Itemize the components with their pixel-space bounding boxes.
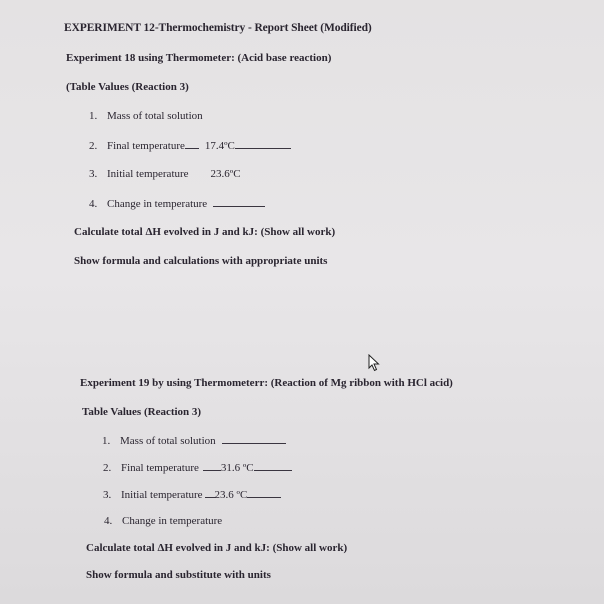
exp19-item-1: [102, 433, 286, 448]
item-label: Change in temperature: [122, 515, 223, 527]
exp19-title: Experiment 19 by using Thermometerr: (Reaction of Mg ribbon with HCl acid): [80, 377, 453, 389]
page-title: EXPERIMENT 12-Thermochemistry - Report Sheet (Modified): [64, 22, 372, 34]
exp19-item-2: [103, 460, 292, 475]
item-value: 23.6 ºC: [214, 489, 248, 501]
answer-blank: [203, 460, 221, 471]
exp18-item-2: [89, 138, 291, 153]
item-number: 4.: [89, 198, 98, 210]
item-number: 2.: [103, 462, 112, 474]
exp18-title: Experiment 18 using Thermometer: (Acid base reaction): [66, 52, 332, 64]
answer-blank: [205, 487, 215, 498]
item-label: Mass of total solution: [107, 110, 203, 122]
item-label: Initial temperature: [121, 489, 203, 501]
mouse-pointer-icon: [368, 354, 380, 377]
item-value: 17.4ºC: [204, 140, 235, 152]
exp19-item-4: [104, 514, 222, 528]
answer-blank: [254, 460, 292, 471]
exp19-show-formula: Show formula and substitute with units: [86, 569, 271, 581]
item-label: Change in temperature: [107, 198, 208, 210]
answer-blank: [247, 487, 281, 498]
item-value: 31.6 ºC: [220, 462, 254, 474]
answer-blank: [222, 433, 286, 444]
exp19-table-label: Table Values (Reaction 3): [82, 406, 202, 418]
item-value: 23.6ºC: [210, 168, 241, 180]
answer-blank: [235, 138, 291, 149]
exp18-show-formula: Show formula and calculations with appropriate units: [74, 255, 328, 267]
item-number: 1.: [89, 110, 98, 122]
item-number: 2.: [89, 140, 98, 152]
item-number: 1.: [102, 435, 111, 447]
exp19-calculate: Calculate total ΔH evolved in J and kJ: (Show all work): [86, 542, 348, 554]
item-number: 3.: [89, 168, 98, 180]
exp18-item-3: [89, 167, 241, 181]
item-number: 3.: [103, 489, 112, 501]
exp18-table-label: (Table Values (Reaction 3): [66, 81, 189, 93]
item-label: Mass of total solution: [120, 435, 216, 447]
exp18-item-1: [89, 109, 203, 123]
exp18-item-4: [89, 196, 265, 211]
item-label: Final temperature: [121, 462, 199, 474]
item-label: Final temperature: [107, 140, 185, 152]
answer-blank: [213, 196, 265, 207]
exp19-item-3: [103, 487, 281, 502]
answer-blank: [185, 138, 199, 149]
exp18-calculate: Calculate total ΔH evolved in J and kJ: (Show all work): [74, 226, 336, 238]
item-label: Initial temperature: [107, 168, 189, 180]
item-number: 4.: [104, 515, 113, 527]
